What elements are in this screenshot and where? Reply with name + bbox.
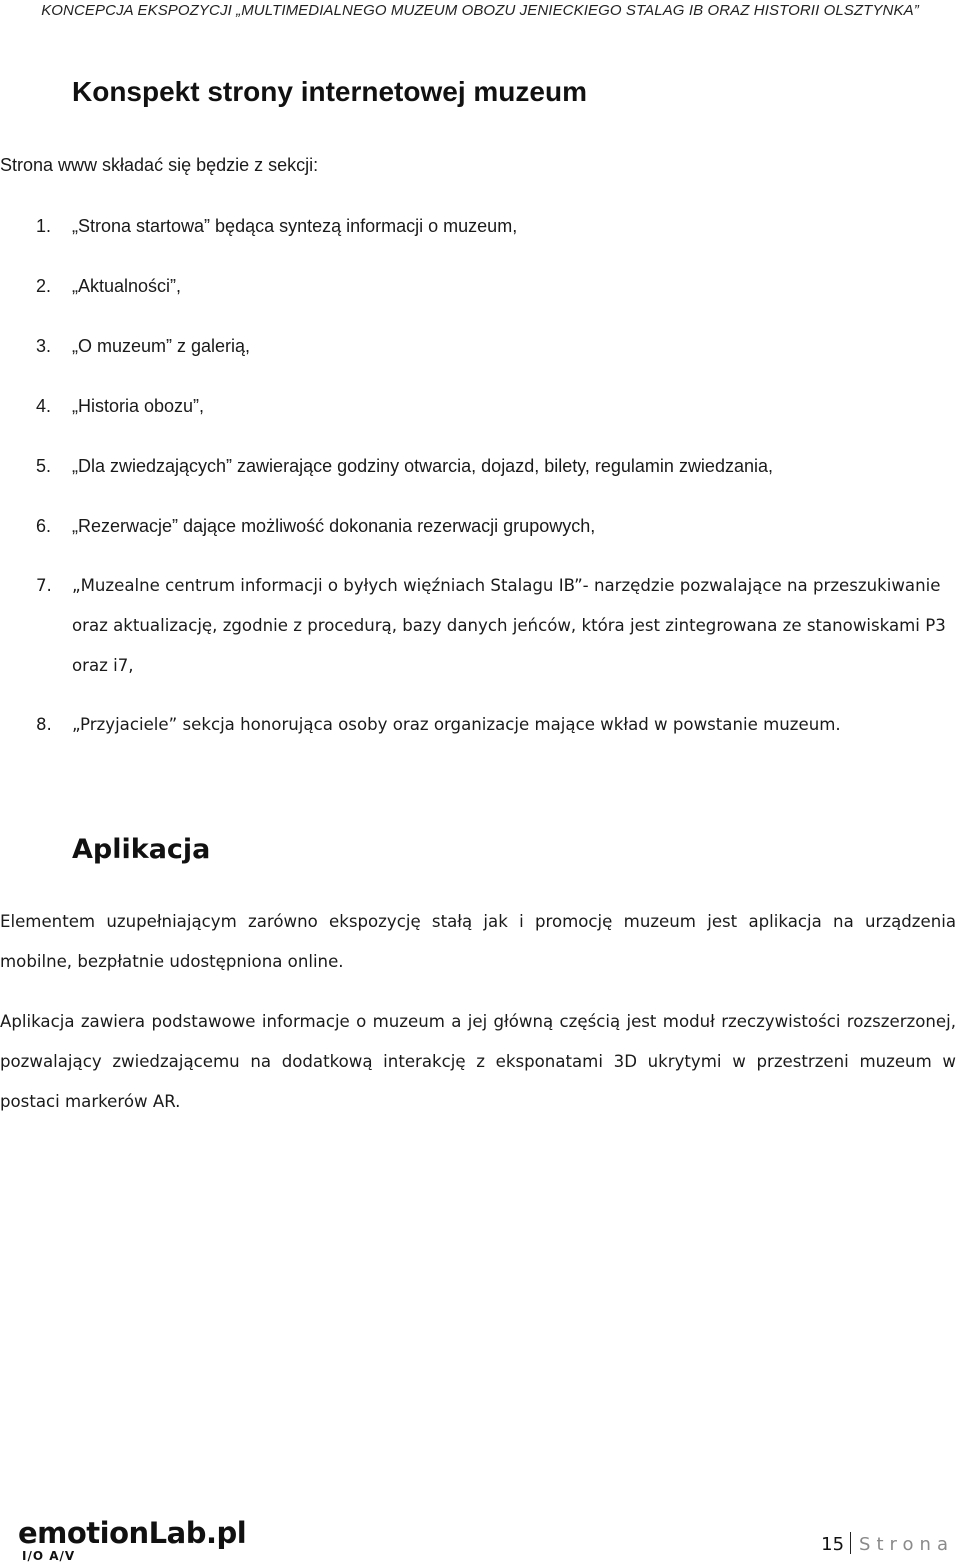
list-item-text: „Strona startowa” będąca syntezą informacji o muzeum, (72, 216, 518, 236)
section-heading-app: Aplikacja (72, 834, 211, 865)
list-item-text: „Dla zwiedzających” zawierające godziny otwarcia, dojazd, bilety, regulamin zwiedzania, (72, 456, 773, 476)
page-word: Strona (859, 1534, 954, 1555)
list-item-number: 1. (36, 216, 52, 236)
list-item-text: „Aktualności”, (72, 276, 182, 296)
page-number-separator (850, 1532, 851, 1554)
list-item-text: „Przyjaciele” sekcja honorująca osoby oraz organizacje mające wkład w powstanie muzeum. (72, 715, 841, 734)
list-item-number: 6. (36, 516, 52, 536)
list-item-number: 2. (36, 276, 52, 296)
paragraph: Elementem uzupełniającym zarówno ekspozycję stałą jak i promocję muzeum jest aplikacja na urządzenia mobilne, bezpłatnie udostępniona online. (0, 912, 956, 971)
list-item-text: „Muzealne centrum informacji o byłych więźniach Stalagu IB”- narzędzie pozwalające na przeszukiwanie oraz aktualizację, zgodnie z procedurą, bazy danych jeńców, która jest zintegrowana ze stanowiskami P3 oraz i7, (72, 576, 946, 675)
list-item-text: „Rezerwacje” dające możliwość dokonania rezerwacji grupowych, (72, 516, 596, 536)
page-number-value: 15 (821, 1534, 845, 1555)
section-heading-website: Konspekt strony internetowej muzeum (72, 76, 587, 107)
page-number (821, 1532, 954, 1555)
logo-subtext: I/O A/V (22, 1549, 76, 1563)
running-header: KONCEPCJA EKSPOZYCJI „MULTIMEDIALNEGO MUZEUM OBOZU JENIECKIEGO STALAG IB ORAZ HISTORII OLSZTYNKA” (41, 2, 919, 19)
list-item-number: 7. (36, 576, 52, 595)
list-item-text: „Historia obozu”, (72, 396, 205, 416)
list-item-number: 3. (36, 336, 52, 356)
list-item-number: 4. (36, 396, 52, 416)
list-item-number: 5. (36, 456, 52, 476)
emotionlab-logo (16, 1516, 256, 1562)
logo-wordmark: emotionLab.pl (18, 1516, 247, 1550)
intro-text: Strona www składać się będzie z sekcji: (0, 155, 319, 175)
list-item-number: 8. (36, 715, 52, 734)
paragraph: Aplikacja zawiera podstawowe informacje o muzeum a jej główną częścią jest moduł rzeczywistości rozszerzonej, pozwalający zwiedzającemu na dodatkową interakcję z eksponatami 3D ukrytymi w przestrzeni muzeum w postaci markerów AR. (0, 1012, 956, 1111)
list-item-text: „O muzeum” z galerią, (72, 336, 251, 356)
